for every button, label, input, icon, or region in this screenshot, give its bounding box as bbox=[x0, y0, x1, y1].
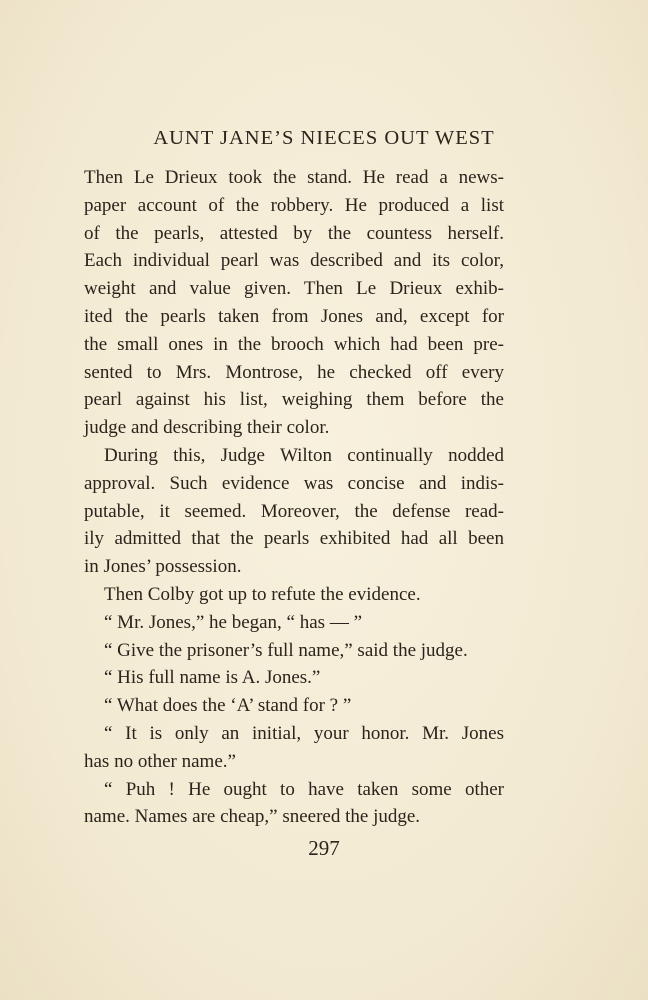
text-line: Each individual pearl was described and its color, bbox=[84, 250, 504, 272]
text-line: name. Names are cheap,” sneered the judge. bbox=[84, 806, 421, 828]
text-line: “ Mr. Jones,” he began, “ has — ” bbox=[104, 611, 363, 633]
text-line: putable, it seemed. Moreover, the defense read- bbox=[84, 500, 504, 522]
text-line: Then Colby got up to refute the evidence. bbox=[104, 583, 421, 605]
text-line: “ Puh ! He ought to have taken some other bbox=[104, 778, 504, 800]
page-number: 297 bbox=[308, 836, 340, 860]
body-text bbox=[84, 164, 504, 831]
text-line: “ It is only an initial, your honor. Mr. Jones bbox=[104, 722, 504, 744]
text-line: weight and value given. Then Le Drieux exhib- bbox=[84, 278, 504, 300]
text-line: Then Le Drieux took the stand. He read a news- bbox=[84, 167, 504, 188]
text-line: judge and describing their color. bbox=[84, 417, 330, 439]
text-line: ited the pearls taken from Jones and, except for bbox=[84, 305, 504, 327]
text-line: “ What does the ‘A’ stand for ? ” bbox=[104, 695, 352, 717]
text-line: sented to Mrs. Montrose, he checked off every bbox=[84, 361, 504, 383]
text-line: paper account of the robbery. He produced a list bbox=[84, 194, 504, 216]
text-line: has no other name.” bbox=[84, 750, 236, 772]
running-head: AUNT JANE’S NIECES OUT WEST bbox=[153, 127, 495, 149]
text-line: “ Give the prisoner’s full name,” said the judge. bbox=[104, 639, 468, 661]
text-line: “ His full name is A. Jones.” bbox=[104, 667, 321, 689]
text-line: of the pearls, attested by the countess herself. bbox=[84, 222, 504, 244]
text-line: in Jones’ possession. bbox=[84, 556, 242, 578]
text-line: approval. Such evidence was concise and indis- bbox=[84, 472, 504, 494]
text-line: During this, Judge Wilton continually nodded bbox=[104, 444, 504, 466]
text-line: pearl against his list, weighing them before the bbox=[84, 389, 504, 411]
text-line: the small ones in the brooch which had been pre- bbox=[84, 333, 504, 355]
text-line: ily admitted that the pearls exhibited had all been bbox=[84, 528, 504, 550]
